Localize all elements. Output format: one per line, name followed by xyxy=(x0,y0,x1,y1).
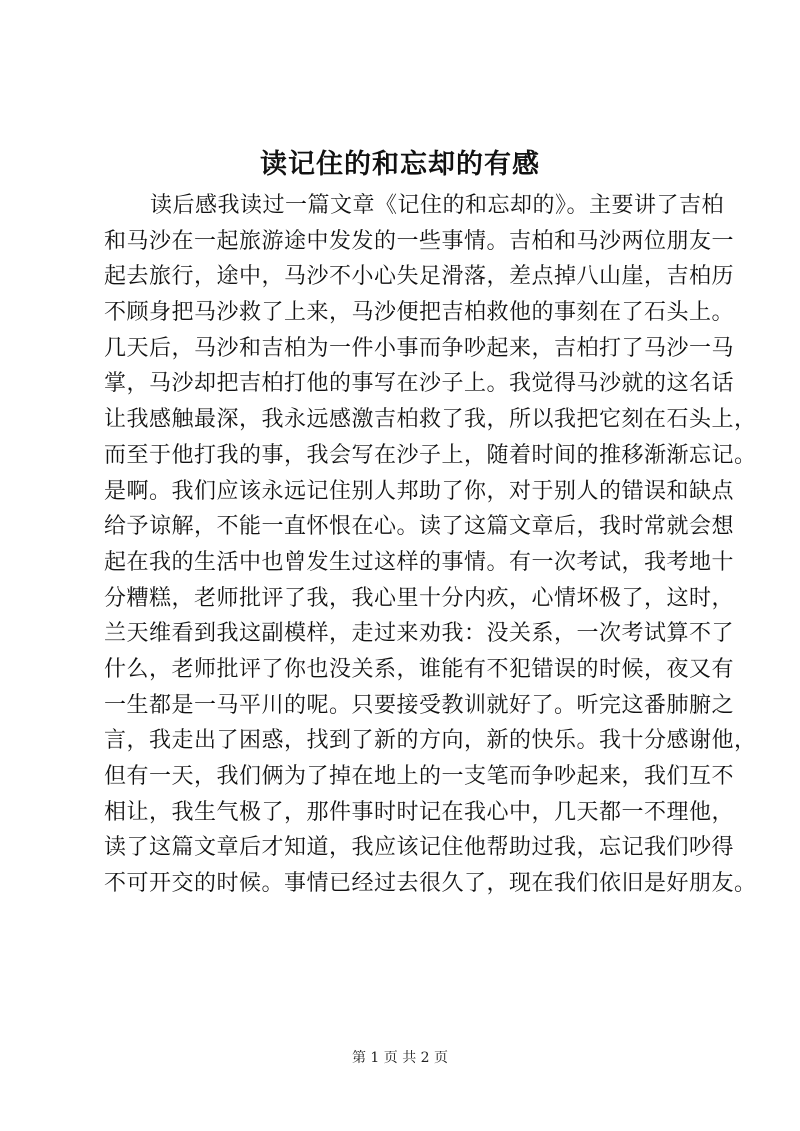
page-number-footer: 第 1 页 共 2 页 xyxy=(351,1050,449,1066)
body-line: 而至于他打我的事，我会写在沙子上，随着时间的推移渐渐忘记。 xyxy=(104,442,757,468)
body-line: 不顾身把马沙救了上来，马沙便把吉柏救他的事刻在了石头上。 xyxy=(104,300,735,326)
body-line: 但有一天，我们俩为了掉在地上的一支笔而争吵起来，我们互不 xyxy=(104,764,735,789)
body-line: 起去旅行，途中，马沙不小心失足滑落，差点掉八山崖，吉柏历 xyxy=(104,264,735,290)
body-line: 读了这篇文章后才知道，我应该记住他帮助过我，忘记我们吵得 xyxy=(104,835,735,861)
body-line: 掌，马沙却把吉柏打他的事写在沙子上。我觉得马沙就的这名话 xyxy=(104,371,735,397)
body-line: 兰天维看到我这副模样，走过来劝我：没关系，一次考试算不了 xyxy=(104,621,735,647)
body-line: 一生都是一马平川的呢。只要接受教训就好了。听完这番肺腑之 xyxy=(104,692,735,718)
body-line: 让我感触最深，我永远感激吉柏救了我，所以我把它刻在石头上， xyxy=(104,407,757,433)
body-line: 是啊。我们应该永远记住别人邦助了你，对于别人的错误和缺点 xyxy=(104,478,735,504)
document-title: 读记住的和忘却的有感 xyxy=(260,149,540,180)
body-line: 给予谅解，不能一直怀恨在心。读了这篇文章后，我时常就会想 xyxy=(104,514,735,540)
body-line: 不可开交的时候。事情已经过去很久了，现在我们依旧是好朋友。 xyxy=(104,871,757,897)
body-line: 分糟糕，老师批评了我，我心里十分内疚，心情坏极了，这时， xyxy=(104,585,735,611)
body-line: 和马沙在一起旅游途中发发的一些事情。吉柏和马沙两位朋友一 xyxy=(104,228,735,254)
body-line: 言，我走出了困惑，找到了新的方向，新的快乐。我十分感谢他， xyxy=(104,728,757,754)
body-line: 读后感我读过一篇文章《记住的和忘却的》。主要讲了吉柏 xyxy=(150,193,725,218)
document-body xyxy=(104,188,757,902)
body-line: 相让，我生气极了，那件事时时记在我心中，几天都一不理他， xyxy=(104,799,735,825)
body-line: 几天后，马沙和吉柏为一件小事而争吵起来，吉柏打了马沙一马 xyxy=(104,335,735,361)
body-line: 什么，老师批评了你也没关系，谁能有不犯错误的时候，夜又有 xyxy=(104,656,735,682)
body-line: 起在我的生活中也曾发生过这样的事情。有一次考试，我考地十 xyxy=(104,549,735,575)
